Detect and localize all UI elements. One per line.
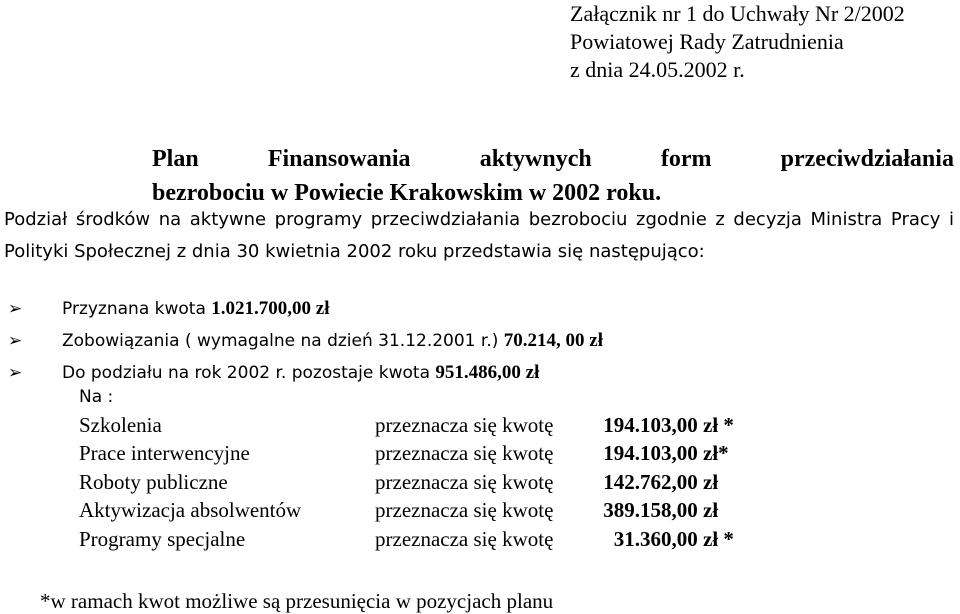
allocation-amount: 389.158,00 zł xyxy=(598,498,719,523)
bullet-value: 1.021.700,00 zł xyxy=(211,298,330,319)
footnote: *w ramach kwot możliwe są przesunięcia w pozycjach planu xyxy=(40,589,554,613)
allocation-prefix: przeznacza się kwotę xyxy=(375,441,554,466)
arrowhead-bullet-icon: ➢ xyxy=(8,363,23,383)
arrowhead-bullet-icon: ➢ xyxy=(8,299,23,319)
summary-list xyxy=(2,293,603,389)
title-word: Plan xyxy=(152,146,199,172)
allocation-name: Programy specjalne xyxy=(79,526,246,551)
bullet-value: 70.214, 00 zł xyxy=(503,330,603,351)
allocation-prefix: przeznacza się kwotę xyxy=(375,469,554,494)
bullet-text: Do podziału na rok 2002 r. pozostaje kwota xyxy=(62,363,436,383)
allocation-row xyxy=(79,496,734,524)
allocation-prefix: przeznacza się kwotę xyxy=(375,498,554,523)
bullet-text: Zobowiązania ( wymagalne na dzień 31.12.2001 r.) xyxy=(62,331,504,351)
header-line-2: Powiatowej Rady Zatrudnienia xyxy=(570,29,844,54)
allocation-amount: 142.762,00 zł xyxy=(598,469,719,494)
allocation-prefix: przeznacza się kwotę xyxy=(375,413,554,437)
allocation-name: Aktywizacja absolwentów xyxy=(79,498,302,523)
allocation-row xyxy=(79,468,734,496)
allocation-heading: Na : xyxy=(79,387,114,407)
bullet-value: 951.486,00 zł xyxy=(435,362,540,383)
title-line-2: bezrobociu w Powiecie Krakowskim w 2002 roku. xyxy=(152,180,662,206)
allocation-amount: 194.103,00 zł* xyxy=(598,441,729,466)
title-word: form xyxy=(660,146,712,172)
title-line-1 xyxy=(152,142,954,176)
list-item xyxy=(2,325,603,357)
intro-paragraph: Podział środków na aktywne programy przeciwdziałania bezrobociu zgodnie z decyzja Ministra Pracy i Polityki Społecznej z dnia 30 kwietnia 2002 roku przedstawia się następująco: xyxy=(4,209,954,262)
document-title xyxy=(152,142,954,210)
header-line-1: Załącznik nr 1 do Uchwały Nr 2/2002 xyxy=(570,1,905,26)
allocation-list xyxy=(79,411,734,553)
bullet-text: Przyznana kwota xyxy=(62,299,212,319)
arrowhead-bullet-icon: ➢ xyxy=(8,331,23,351)
title-word: Finansowania xyxy=(267,146,411,172)
title-word: aktywnych xyxy=(479,146,592,172)
allocation-amount: 194.103,00 zł * xyxy=(598,413,734,437)
allocation-name: Szkolenia xyxy=(79,413,162,437)
allocation-row xyxy=(79,439,734,467)
title-word: przeciwdziałania xyxy=(780,146,954,172)
allocation-amount: 31.360,00 zł * xyxy=(598,526,734,551)
list-item xyxy=(2,293,603,325)
allocation-row xyxy=(79,411,734,439)
document-header xyxy=(570,0,905,84)
allocation-row xyxy=(79,525,734,553)
allocation-prefix: przeznacza się kwotę xyxy=(375,526,554,551)
allocation-name: Prace interwencyjne xyxy=(79,441,250,466)
header-line-3: z dnia 24.05.2002 r. xyxy=(570,57,745,82)
allocation-name: Roboty publiczne xyxy=(79,469,228,494)
